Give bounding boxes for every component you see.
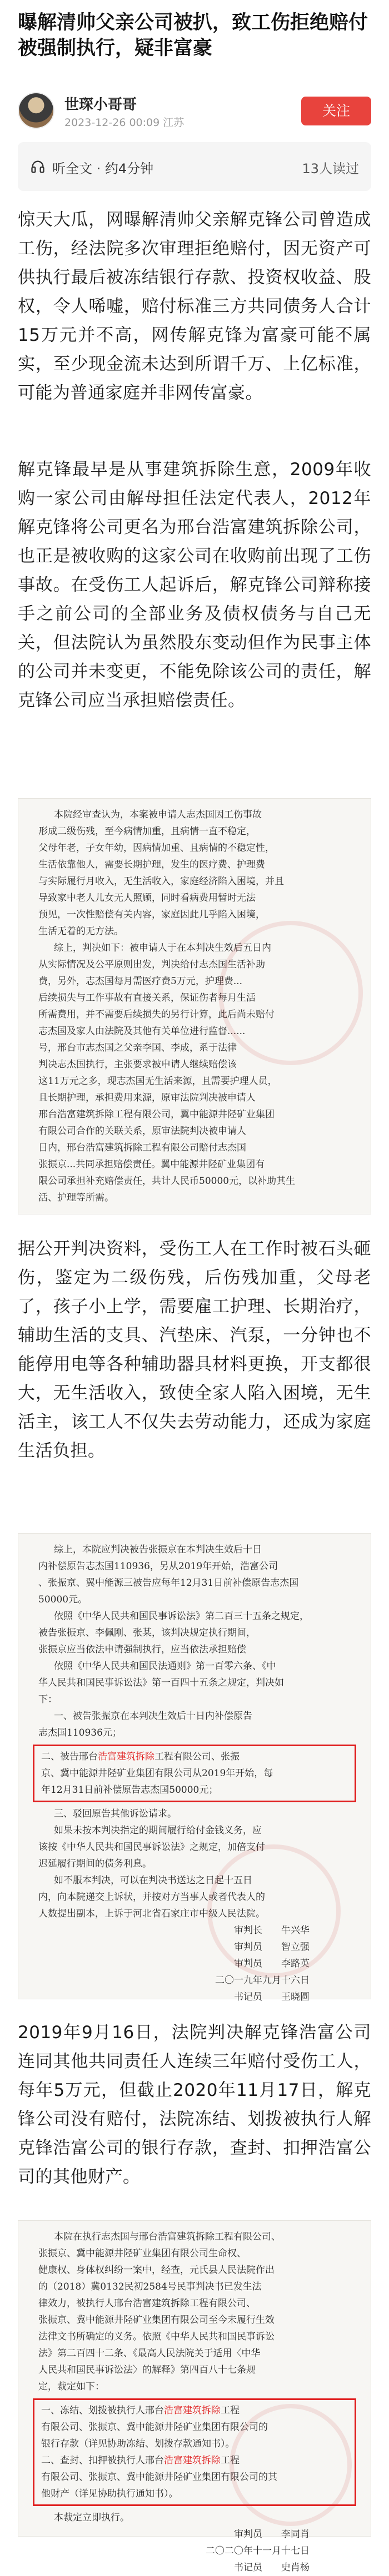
doc-line: 有限公司合作的关联关系，原审法院判决被申请人 [38,1126,246,1137]
doc-line: 这11万元之多，现志杰国无生活来源，且需要护理人员， [38,1076,277,1087]
paragraph-1: 惊天大瓜，网曝解清帅父亲解克锋公司曾造成工伤，经法院多次审理拒绝赔付，因无资产可供执行最后被冻结银行存款、投资权收益、股权，令人唏嘘，赔付标准三方共同债务人合计15万元并不高，网传解克锋为富豪可能不属实，至少现金流未达到所谓千万、上亿标准，可能为普通家庭并非网传富豪。 [18,210,371,403]
highlighted-company-name: 浩富建筑拆除 [164,2455,221,2466]
doc-line: 导致家中老人儿女无人照顾，同时看病费用暂时无法 [38,893,256,904]
article-title: 曝解清帅父亲公司被扒，致工伤拒绝赔付被强制执行，疑非富豪 [18,12,368,59]
doc-line: 内补偿原告志杰国110936，另从2019年开始，浩富公司 [38,1561,278,1572]
headphones-icon [30,159,46,174]
doc-line: 张振京...共同承担赔偿责任。翼中能源井陉矿业集团有 [38,1159,265,1170]
doc-line: 号，邢台市志杰国之父亲李国、李成，系于法律 [38,1042,237,1053]
publish-meta: 2023-12-26 00:09 江苏 [64,117,184,129]
doc-line: 如不服本判决，可以在判决书送达之日起十五日 [54,1875,252,1886]
doc-line: 三、驳回原告其他诉讼请求。 [54,1808,177,1819]
doc-line: 生活无着的无方法。 [38,926,123,937]
doc-line: 如果未按本判决指定的期间履行给付金钱义务，应 [54,1825,262,1836]
doc-line: 健康权、身体权纠纷一案中，经查，元氏县人民法院作出 [38,2265,275,2276]
doc-line: 、张振京、翼中能源三被告应每年12月31日前补偿原告志杰国 [38,1577,299,1589]
doc-line: 综上，判决如下：被申请人于在本判决生效后五日内 [54,942,271,954]
doc-line: 一、被告张振京在本判决生效后十日内补偿原告 [54,1711,252,1722]
doc-line: 张振京应当依法申请强制执行，应当依法承担赔偿 [38,1644,246,1655]
paragraph-3: 据公开判决资料，受伤工人在工作时被石头砸伤，鉴定为二级伤残，后伤残加重，父母老了，孩子小上学，需要雇工护理、长期治疗，辅助生活的支具、汽垫床、汽泵，一分钟也不能停用电等各种辅助器具材料更换，开支都很大，无生活收入，致使全家人陷入困境，无生活主，该工人不仅失去劳动能力，还成为家庭生活负担。 [18,1239,371,1461]
doc-line: 被告张振京、李佩刚、张某，该判决规定执行期间， [38,1627,256,1639]
paragraph-4: 2019年9月16日，法院判决解克锋浩富公司连同其他共同责任人连续三年赔付受伤工人，每年5万元，但截止2020年11月17日，解克锋公司没有赔付，法院冻结、划拨被执行人解克锋浩富公司的银行存款，查封、扣押浩富公司的其他财产。 [18,2023,371,2187]
highlighted-company-name: 浩富建筑拆除 [98,1751,154,1762]
doc-line: 他财产（详见协助执行通知书）。 [41,2488,178,2499]
doc-line: 华人民共和国民事诉讼法》第一百四十五条之规定，判决如 [38,1677,284,1688]
doc-line: 京、冀中能源井陉矿业集团有限公司从2019年开始，每 [41,1768,273,1779]
read-count: 13人读过 [302,161,359,177]
doc-signature: 书记员 王晓圆 [234,1992,310,2003]
doc-line: 邢台浩富建筑拆除工程有限公司，翼中能源井陉矿业集团 [38,1109,275,1120]
doc-date: 二〇一九年九月十六日 [215,1975,310,1986]
highlighted-company-name: 浩富建筑拆除 [164,2405,221,2416]
doc-line: 生活依靠他人，需要长期护理，发生的医疗费、护理费 [38,859,265,870]
doc-line: 父母年老，子女年幼，因病情加重、且病情的不稳定性， [38,843,275,854]
doc-line: 且长期护理，承担费用来源，原审法院判决被申请人 [38,1092,256,1103]
doc-line: 有限公司、张振京、冀中能源井陉矿业集团有限公司的其 [41,2472,277,2483]
doc-line: 法》第二百四十二条、《最高人民法院关于适用〈中华 [38,2348,261,2359]
doc-line: 人民共和国民事诉讼法〉的解释》第四百八十七条规 [38,2365,256,2376]
doc-line: 二、被告邢台浩富建筑拆除工程有限公司、张振 [41,1751,240,1762]
doc-line: 本院经审查认为，本案被申请人志杰国因工伤事故 [54,809,262,820]
court-document-image-3 [18,2220,371,2573]
doc-line: 志杰国110936元； [38,1727,122,1738]
author-name[interactable]: 世琛小哥哥 [64,97,137,113]
doc-signature: 审判员 智立强 [234,1942,310,1953]
doc-line: 预见，一次性赔偿有关内容，家庭因此几乎陷入困境， [38,909,265,920]
doc-signature: 审判长 牛兴华 [234,1925,310,1936]
doc-line: 费，另外，志杰国每月需医疗费5万元，护理费... [38,976,243,987]
doc-line: 有限公司、张振京、冀中能源井陉矿业集团有限公司的 [41,2422,268,2433]
court-seal-watermark [207,1844,341,1978]
avatar[interactable] [18,92,54,129]
doc-date: 二〇二〇年十一月十七日 [206,2545,310,2557]
doc-line: 下： [38,1694,57,1705]
court-seal-watermark [218,921,363,1065]
doc-line: 一、冻结、划拨被执行人邢台浩富建筑拆除工程 [41,2405,240,2416]
doc-line: 内，向本院递交上诉状，并按对方当事人或者代表人的 [38,1892,265,1903]
listen-bar[interactable] [18,142,371,191]
doc-line: 综上，本院应判决被告张振京在本判决生效后十日 [54,1544,262,1555]
doc-line: 法律文书所确定的义务。依照《中华人民共和国民事诉讼 [38,2331,275,2342]
doc-line: 迟延履行期间的债务利息。 [38,1858,152,1869]
doc-line: 与实际履行月收入，无生活收入，家庭经济陷入困境，并且 [38,876,284,887]
doc-signature: 审判员 李同肖 [234,2529,310,2540]
doc-line: 依照《中华人民共和国民事诉讼法》第二百三十五条之规定， [54,1611,309,1622]
highlighted-ruling-box [33,1745,356,1802]
doc-line: 日内，邢台浩富建筑拆除工程有限公司赔付志杰国 [38,1142,246,1153]
doc-signature: 审判员 李路英 [234,1958,310,1969]
doc-line: 本裁定立即执行。 [54,2512,129,2523]
doc-line: 50000元。 [38,1594,88,1605]
doc-line: 形成二级伤残，至今病情加重，且病情一直不稳定， [38,826,256,837]
doc-line: 本院在执行志杰国与邢台浩富建筑拆除工程有限公司、 [54,2231,281,2242]
court-document-image-2 [18,1533,371,2003]
doc-line: 人数提出副本，上诉于河北省石家庄市中级人民法院。 [38,1908,265,1919]
doc-line: 依照《中华人民共和国民法通则》第一百零六条、《中 [54,1661,276,1672]
doc-line: 所需费用，并不需要后续损失的另行计算，此后尚未赔付 [38,1009,275,1020]
doc-line: 志杰国及家人由法院及其他有关单位进行监督...... [38,1026,246,1037]
doc-line: 后续损失与工作事故有直接关系，保证伤者每月生活 [38,992,256,1004]
court-document-image-1 [18,798,371,1214]
doc-line: 张振京、冀中能源井陉矿业集团有限公司至今未履行生效 [38,2315,275,2326]
doc-line: 银行存款（详见协助冻结、划拨存款通知书）。 [41,2438,235,2449]
doc-line: 从实际情况及公平原则出发，判决给付志杰国生活补助 [38,959,265,970]
court-seal-watermark [230,2404,352,2526]
doc-line: 张振京、冀中能源井陉矿业集团有限公司生命权、 [38,2248,246,2259]
doc-line: 定，裁定如下： [38,2381,104,2392]
doc-line: 律效力，被执行人邢台浩富建筑拆除工程有限公司、 [38,2298,256,2309]
doc-line: 判决志杰国执行，主张要求被申请人继续赔偿该 [38,1059,237,1070]
author-bar [18,90,371,134]
paragraph-2: 解克锋最早是从事建筑拆除生意，2009年收购一家公司由解母担任法定代表人，2012年解克锋将公司更名为邢台浩富建筑拆除公司，也正是被收购的这家公司在收购前出现了工伤事故。在受伤工人起诉后，解克锋公司辩称接手之前公司的全部业务及债权债务与自己无关，但法院认为虽然股东变动但作为民事主体的公司并未变更，不能免除该公司的责任，解克锋公司应当承担赔偿责任。 [18,460,371,710]
doc-line: 二、查封、扣押被执行人邢台浩富建筑拆除工程 [41,2455,240,2466]
doc-signature: 书记员 史肖杨 [234,2562,310,2573]
doc-line: 活、护理等所需。 [38,1192,114,1203]
follow-button[interactable]: 关注 [301,97,371,125]
doc-line: 限公司承担补充赔偿责任，共计人民币50000元，以补助其生 [38,1176,296,1187]
listen-label[interactable]: 听全文 · 约4分钟 [52,161,154,177]
doc-line: 该按《中华人民共和国民事诉讼法》之规定，加倍支付 [38,1842,265,1853]
doc-line: 的（2018）冀0132民初2584号民事判决书已发生法 [38,2281,262,2292]
doc-line: 年12月31日前补偿原告志杰国50000元； [41,1784,218,1796]
